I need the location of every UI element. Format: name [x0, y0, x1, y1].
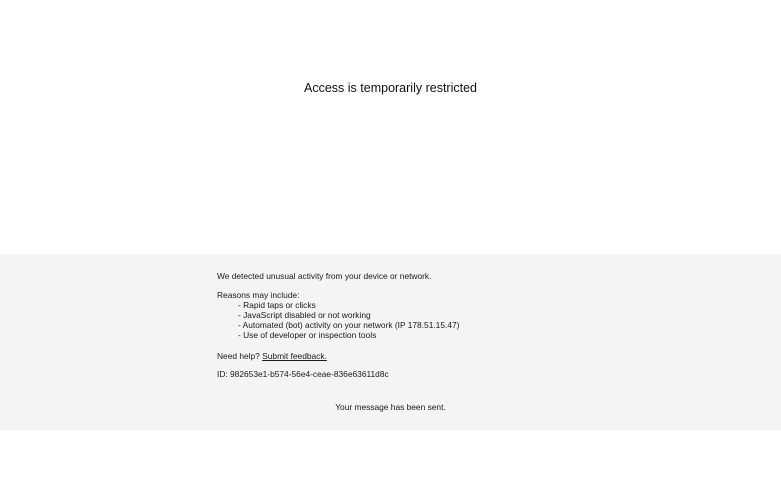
sent-confirmation: Your message has been sent.: [335, 402, 446, 412]
info-content: [217, 271, 577, 379]
reason-item: - JavaScript disabled or not working: [238, 310, 371, 320]
request-id: ID: 982653e1-b574-56e4-ceae-836e63611d8c: [217, 369, 389, 379]
detected-message: We detected unusual activity from your device or network.: [217, 271, 432, 281]
info-panel: [0, 254, 781, 430]
reason-item: - Rapid taps or clicks: [238, 300, 316, 310]
help-prefix: Need help?: [217, 351, 260, 361]
help-line: [217, 351, 577, 361]
page-title: Access is temporarily restricted: [304, 81, 477, 95]
reason-item: - Use of developer or inspection tools: [238, 330, 377, 340]
submit-feedback-link[interactable]: Submit feedback.: [262, 351, 327, 361]
reasons-heading: Reasons may include:: [217, 290, 300, 300]
reason-item: - Automated (bot) activity on your network (IP 178.51.15.47): [238, 320, 460, 330]
